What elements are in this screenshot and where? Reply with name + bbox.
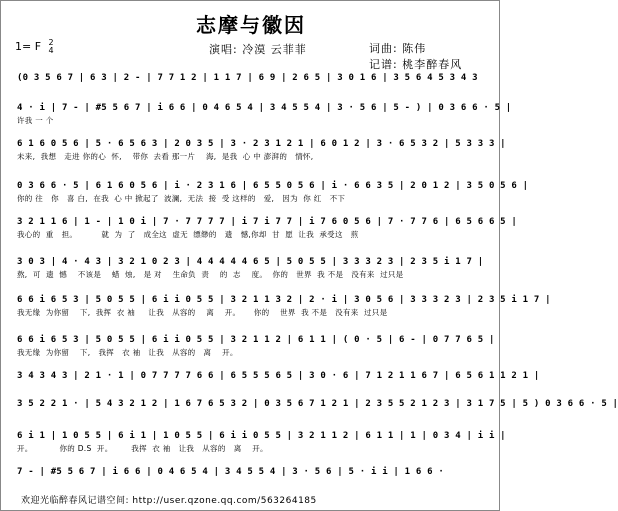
transcriber: 记谱: 桃李醉春风 (369, 58, 463, 71)
score-line-4: 0 3 6 6 · 5 | 6 1 6 0 5 6 | i · 2 3 1 6 | 6 5 5 0 5 6 | i · 6 6 3 5 | 2 0 1 2 | 3 5 0 5 6 | (17, 181, 529, 191)
score-line-8: 6 6 i 6 5 3 | 5 0 5 5 | 6 i i 0 5 5 | 3 2 1 1 2 | 6 1 1 | ( 0 · 5 | 6 - | 0 7 7 6 5 | (17, 335, 495, 345)
lyric-line-5: 我心的 重 担。 就 为 了 成全这 虚无 缥缈的 遗 憾,你却 甘 愿 让我 承受这 煎 (17, 230, 359, 239)
score-line-9: 3 4 3 4 3 | 2 1 · 1 | 0 7 7 7 7 6 6 | 6 5 5 5 6 5 | 3 0 · 6 | 7 1 2 1 1 6 7 | 6 5 6 1 1 2 1 | (17, 371, 540, 381)
composer: 词曲: 陈伟 (369, 42, 427, 55)
score-line-11: 6 i 1 | 1 0 5 5 | 6 i 1 | 1 0 5 5 | 6 i i 0 5 5 | 3 2 1 1 2 | 6 1 1 | 1 | 0 3 4 | i i | (17, 431, 506, 441)
lyric-line-3: 未来, 我想 走进 你的心 怀, 带你 去看 那一片 海, 是我 心 中 澎湃的 情怀, (17, 152, 314, 161)
meter-bottom: 4 (48, 46, 54, 55)
lyric-line-7: 我无缘 为你留 下, 我挥 衣 袖 让我 从容的 离 开。 你的 世界 我 不是 没有来 过只是 (17, 308, 388, 317)
lyric-line-4: 你的 往 你 喜 白, 在我 心 中 掀起了 波澜, 无法 接 受 这样的 爱, 因为 你 红 不下 (17, 194, 346, 203)
lyric-line-6: 熬, 可 遗 憾 不该是 蜡 烛, 是 对 生命负 责 的 志 度。 你的 世界 我 不是 没有来 过只是 (17, 270, 404, 279)
score-line-1: (0 3 5 6 7 | 6 3 | 2 - | 7 7 1 2 | 1 1 7 | 6 9 | 2 6 5 | 3 0 1 6 | 3 5 6 4 5 3 4 3 (17, 73, 478, 83)
key-signature (15, 39, 54, 55)
score-line-5: 3 2 1 1 6 | 1 - | 1 0 i | 7 · 7 7 7 7 | i 7 i 7 7 | i 7 6 0 5 6 | 7 · 7 7 6 | 6 5 6 6 5 | (17, 217, 518, 227)
song-title: 志摩与徽因 (196, 13, 306, 37)
lyric-line-2: 许我 一 个 (17, 116, 54, 125)
lyric-line-8: 我无缘 为你留 下, 我挥 衣 袖 让我 从容的 离 开。 (17, 348, 238, 357)
time-signature (49, 39, 54, 55)
lyric-line-11: 开。 你的 D.S 开。 我挥 衣 袖 让我 从容的 离 开。 (17, 444, 268, 453)
score-line-7: 6 6 i 6 5 3 | 5 0 5 5 | 6 i i 0 5 5 | 3 2 1 1 3 2 | 2 · i | 3 0 5 6 | 3 3 3 2 3 | 2 3 5 i 1 7 | (17, 295, 551, 305)
score-line-6: 3 0 3 | 4 · 4 3 | 3 2 1 0 2 3 | 4 4 4 4 4 6 5 | 5 0 5 5 | 3 3 3 2 3 | 2 3 5 i 1 7 | (17, 257, 484, 267)
score-line-2: 4 · i | 7 - | #5 5 6 7 | i 6 6 | 0 4 6 5 4 | 3 4 5 5 4 | 3 · 5 6 | 5 - ) | 0 3 6 6 · 5 | (17, 103, 512, 113)
meter-top: 2 (48, 38, 54, 47)
performers: 演唱: 冷漠 云菲菲 (209, 43, 307, 56)
credits (369, 41, 462, 73)
key-label: 1= F (15, 40, 42, 53)
score-line-3: 6 1 6 0 5 6 | 5 · 6 5 6 3 | 2 0 3 5 | 3 · 2 3 1 2 1 | 6 0 1 2 | 3 · 6 5 3 2 | 5 3 3 3 | (17, 139, 506, 149)
score-line-12: 7 - | #5 5 6 7 | i 6 6 | 0 4 6 5 4 | 3 4 5 5 4 | 3 · 5 6 | 5 · i i | 1 6 6 · (17, 467, 445, 477)
score-line-10: 3 5 2 2 1 · | 5 4 3 2 1 2 | 1 6 7 6 5 3 2 | 0 3 5 6 7 1 2 1 | 2 3 5 5 2 1 2 3 | 3 1 7 5 | 5 ) 0 3 6 6 · 5 | (17, 399, 618, 409)
footer-link-text: 欢迎光临醉春风记谱空间: http://user.qzone.qq.com/563264185 (21, 496, 317, 506)
